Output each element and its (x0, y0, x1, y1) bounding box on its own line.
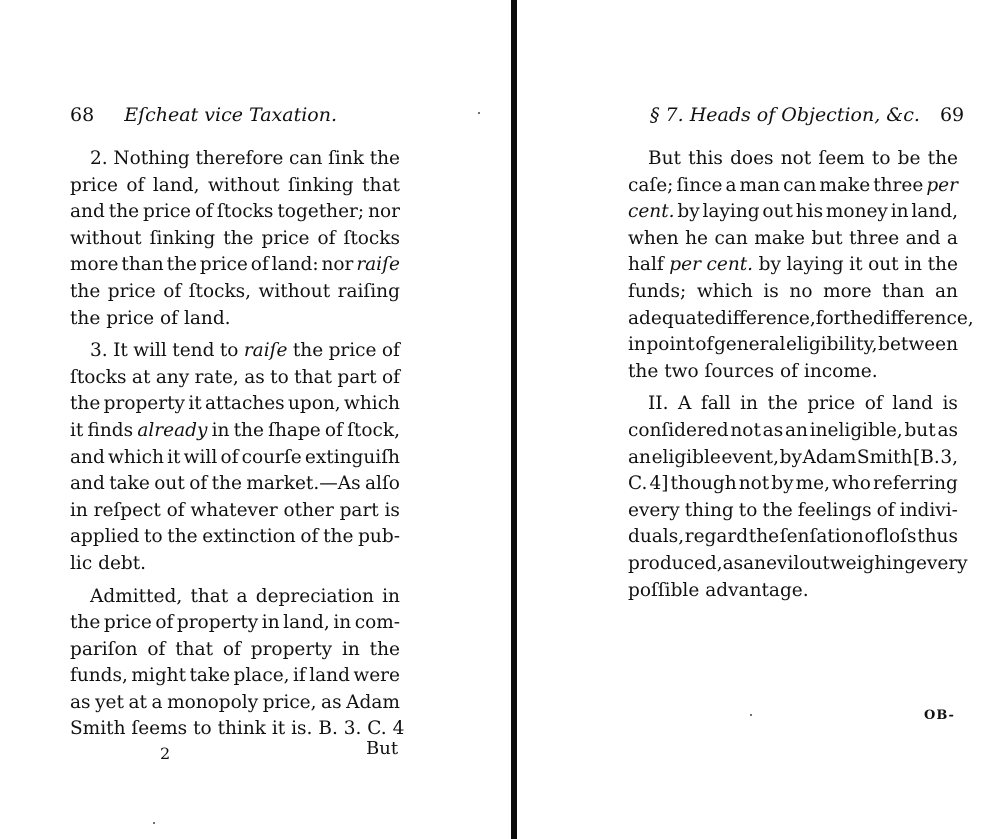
right-text-line: half per cent. by laying it out in the (628, 254, 958, 276)
right-page (518, 0, 1000, 839)
left-text-line: and take out of the market.—As alſo (70, 473, 400, 495)
left-text-line: ſtocks at any rate, as to that part of (70, 366, 400, 388)
left-catchword: But (366, 738, 399, 759)
right-text-line: C. 4] though not by me, who referring (628, 473, 958, 495)
left-text-line: and the price of ſtocks together; nor (70, 201, 400, 223)
left-text-line: and which it will of courſe extinguiſh (70, 446, 400, 468)
paper-speck (750, 714, 752, 716)
right-text-line: poſſible advantage. (628, 579, 809, 601)
paper-speck (478, 112, 480, 114)
left-text-line: applied to the extinction of the pub- (70, 526, 400, 548)
left-text-line: price of land, without ſinking that (70, 174, 400, 196)
right-text-line: produced, as an evil outweighing every (628, 552, 968, 574)
left-text-line: the price of property in land, in com- (70, 612, 400, 634)
right-text-line: adequate difference, for the difference, (628, 307, 974, 329)
left-text-line: pariſon of that of property in the (70, 638, 400, 660)
left-running-title: Eſcheat vice Taxation. (124, 104, 337, 126)
left-page-number: 68 (70, 104, 95, 126)
right-catchword: OB- (924, 708, 955, 723)
right-text-line: caſe; ſince a man can make three per (628, 174, 958, 196)
left-text-line: 2. Nothing therefore can ſink the (90, 148, 400, 169)
right-text-line: in point of general eligibility, between (628, 334, 958, 356)
right-running-head (650, 104, 964, 126)
right-text-line: the two ſources of income. (628, 360, 878, 382)
left-text-line: the price of land. (70, 307, 231, 329)
left-text-line: the price of ſtocks, without raiſing (70, 280, 400, 302)
right-text-line: duals, regard the ſenſation of loſs thus (628, 526, 958, 548)
right-text-line: funds; which is no more than an (628, 280, 958, 302)
left-text-line: funds, might take place, if land were (70, 665, 400, 687)
right-text-line: conſidered not as an ineligible, but as (628, 419, 958, 441)
left-text-line: lic debt. (70, 552, 147, 574)
right-text-line: when he can make but three and a (628, 227, 958, 249)
left-text-line: more than the price of land: nor raiſe (70, 254, 400, 276)
left-text-line: Admitted, that a depreciation in (90, 585, 400, 607)
right-text-line: II. A fall in the price of land is (648, 393, 958, 415)
book-spine (511, 0, 517, 839)
left-text-line: in reſpect of whatever other part is (70, 499, 400, 521)
right-running-title: § 7. Heads of Objection, &c. (650, 104, 920, 126)
left-text-line: as yet at a monopoly price, as Adam (70, 691, 400, 713)
left-text-line: Smith ſeems to think it is. B. 3. C. 4 (70, 718, 405, 740)
right-body-text (628, 146, 974, 604)
left-running-head (70, 104, 337, 126)
paper-speck (153, 822, 155, 824)
right-text-line: an eligible event, by Adam Smith [B. 3, (628, 446, 958, 468)
left-text-line: the property it attaches upon, which (70, 393, 400, 415)
right-text-line: But this does not ſeem to be the (648, 148, 958, 169)
left-body-text (70, 146, 405, 743)
right-page-number: 69 (939, 104, 965, 126)
right-text-line: cent. by laying out his money in land, (628, 201, 958, 223)
right-text-line: every thing to the feelings of indivi- (628, 499, 958, 521)
left-text-line: 3. It will tend to raiſe the price of (90, 340, 400, 362)
left-signature-mark: 2 (160, 744, 171, 763)
left-text-line: without ſinking the price of ſtocks (70, 227, 400, 249)
left-text-line: it finds already in the ſhape of ſtock, (70, 419, 400, 441)
